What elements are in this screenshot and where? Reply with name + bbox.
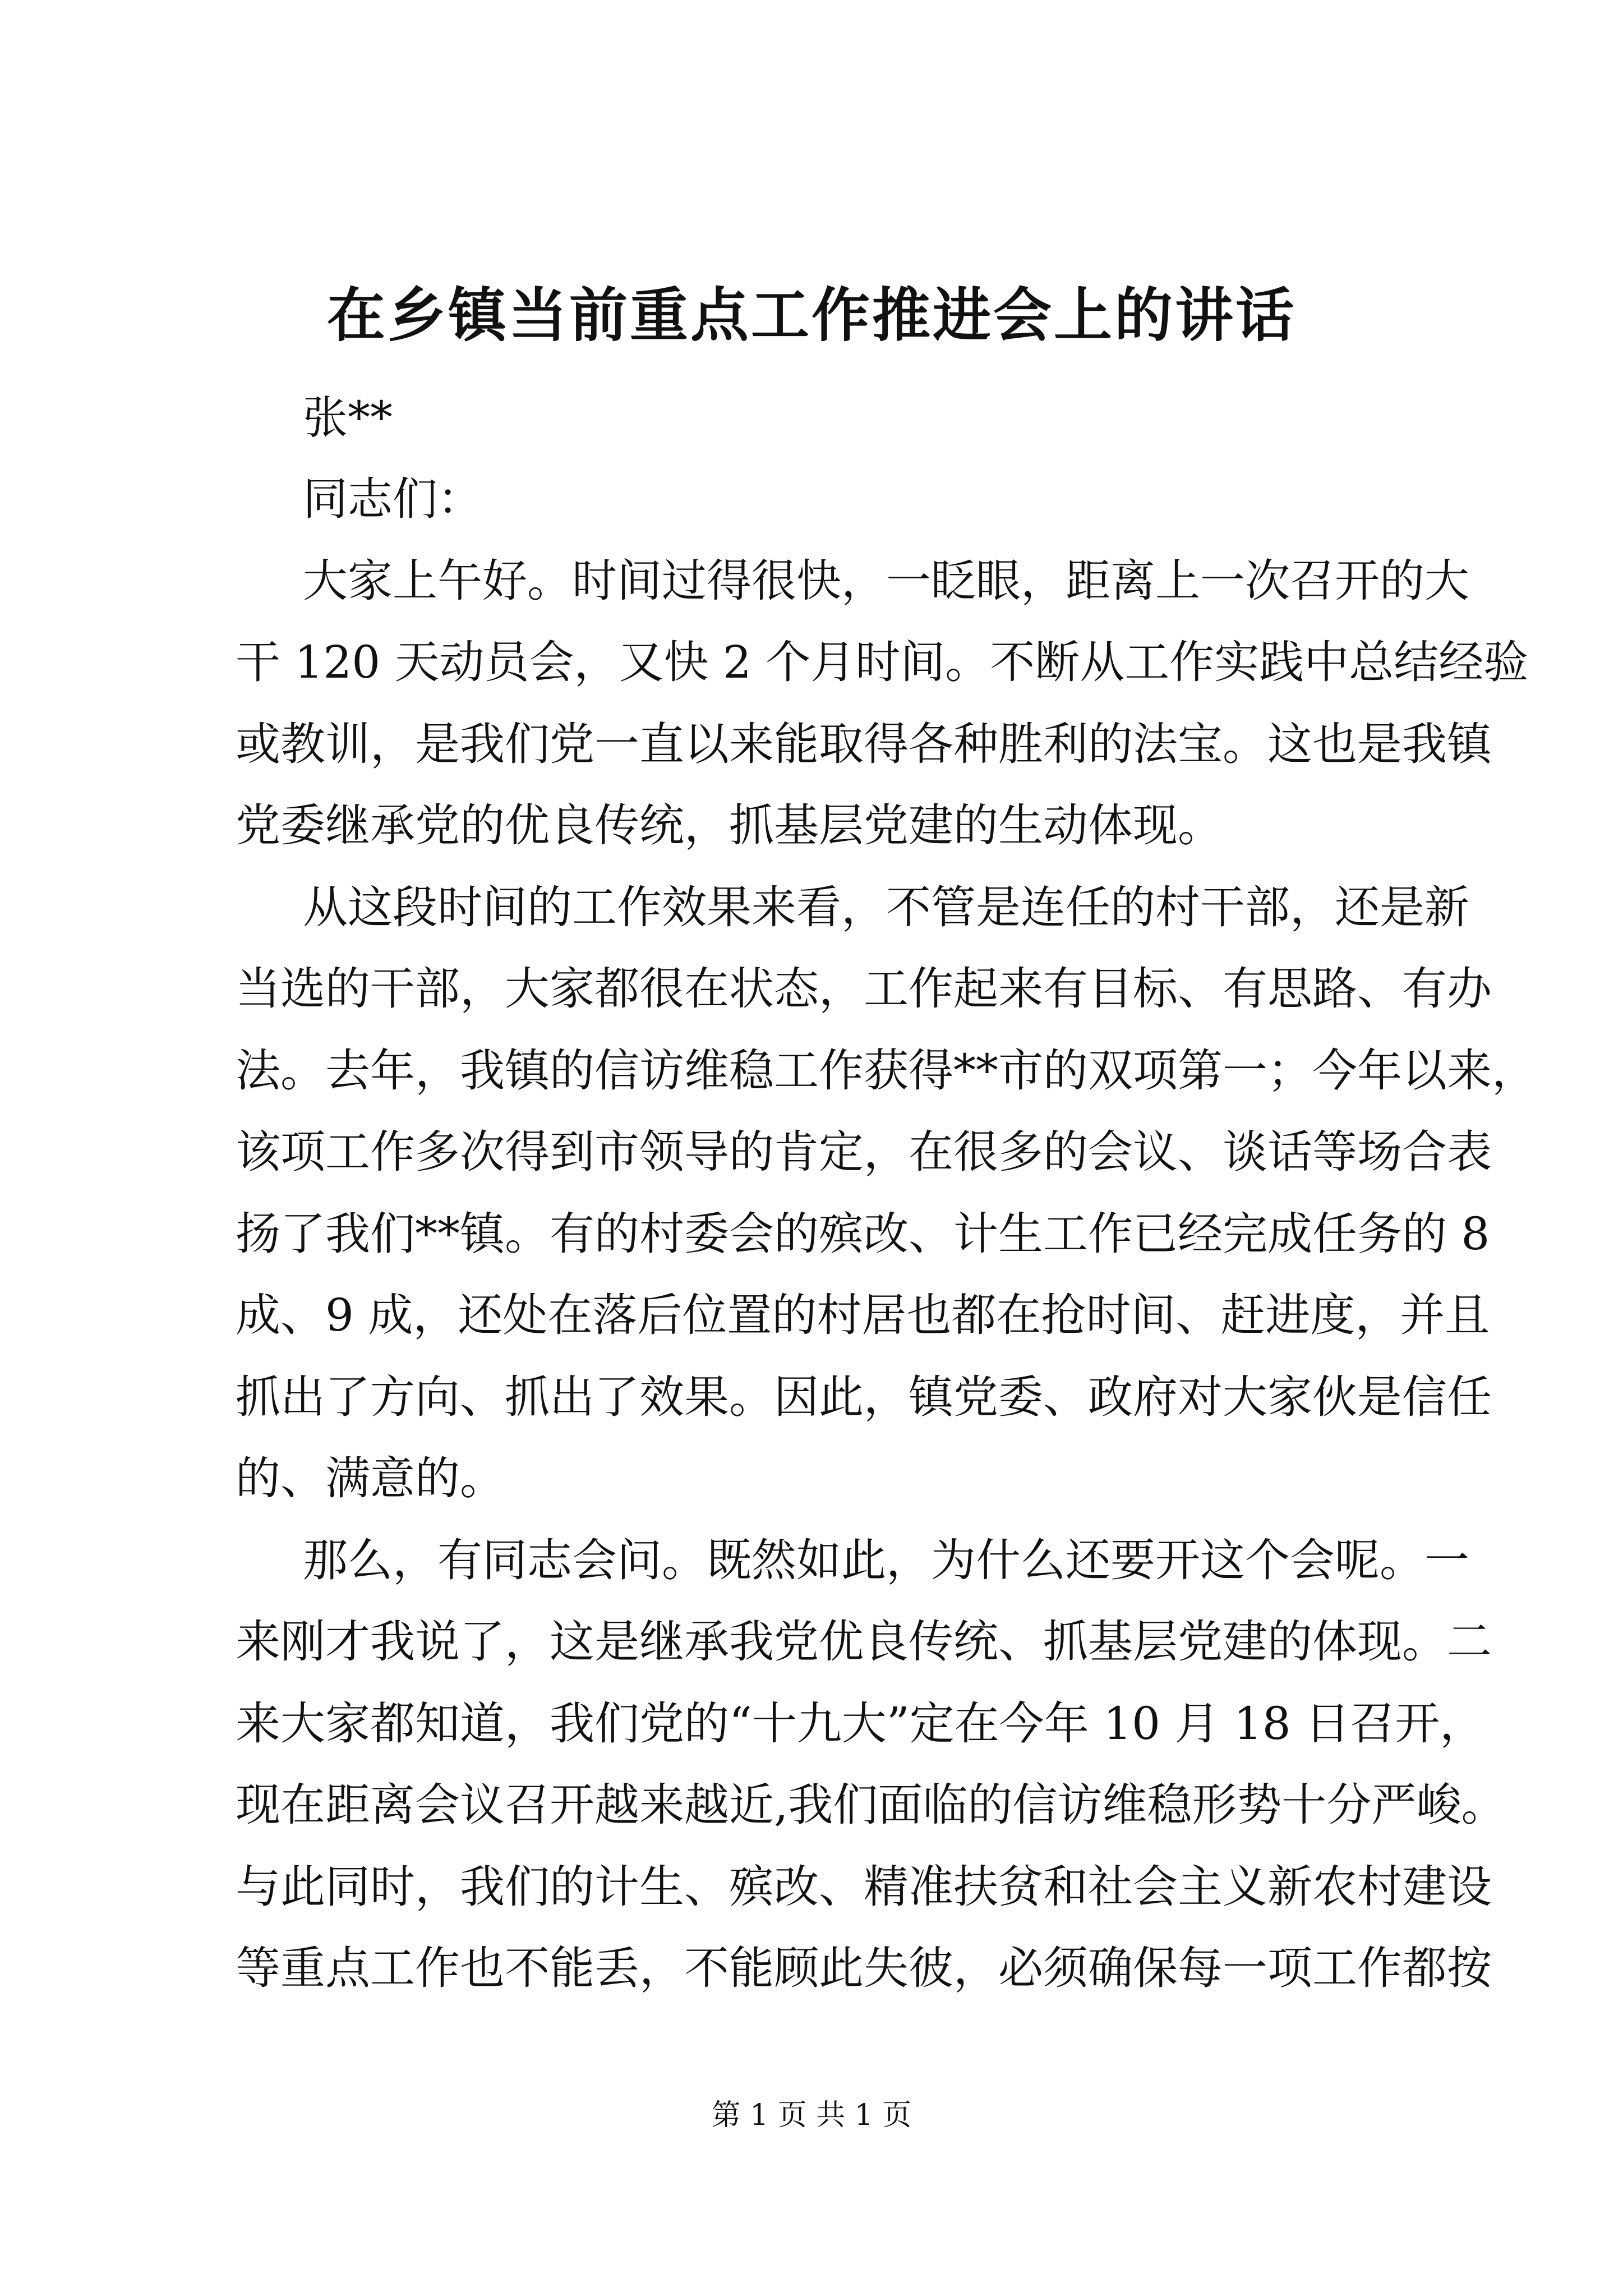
body-line: 成、9 成，还处在落后位置的村居也都在抢时间、赶进度，并且: [236, 1289, 1490, 1341]
body-line: 大家上午好。时间过得很快，一眨眼，距离上一次召开的大: [303, 555, 1469, 607]
body-line: 来大家都知道，我们党的“十九大”定在今年 10 月 18 日召开，: [236, 1697, 1485, 1750]
body-line: 现在距离会议召开越来越近,我们面临的信访维稳形势十分严峻。: [236, 1779, 1506, 1831]
body-line: 从这段时间的工作效果来看，不管是连任的村干部，还是新: [303, 881, 1469, 933]
body-line: 或教训，是我们党一直以来能取得各种胜利的法宝。这也是我镇: [236, 718, 1492, 770]
body-line: 当选的干部，大家都很在状态，工作起来有目标、有思路、有办: [236, 963, 1492, 1015]
body-line: 党委继承党的优良传统，抓基层党建的生动体现。: [236, 799, 1223, 852]
body-line: 等重点工作也不能丢，不能顾此失彼，必须确保每一项工作都按: [236, 1942, 1492, 1994]
salutation-line: 同志们：: [303, 473, 482, 525]
body-line: 来刚才我说了，这是继承我党优良传统、抓基层党建的体现。二: [236, 1616, 1492, 1668]
body-line: 抓出了方向、抓出了效果。因此，镇党委、政府对大家伙是信任: [236, 1371, 1492, 1423]
author-line: 张**: [303, 392, 393, 444]
body-line: 那么，有同志会问。既然如此，为什么还要开这个会呢。一: [303, 1534, 1469, 1586]
body-line: 与此同时，我们的计生、殡改、精准扶贫和社会主义新农村建设: [236, 1861, 1492, 1913]
body-line: 该项工作多次得到市领导的肯定，在很多的会议、谈话等场合表: [236, 1126, 1492, 1178]
page-footer: 第 1 页 共 1 页: [711, 2099, 912, 2132]
body-line: 扬了我们**镇。有的村委会的殡改、计生工作已经完成任务的 8: [236, 1208, 1490, 1260]
document-title: 在乡镇当前重点工作推进会上的讲话: [326, 280, 1296, 349]
body-line: 法。去年，我镇的信访维稳工作获得**市的双项第一；今年以来，: [236, 1045, 1537, 1097]
body-line: 干 120 天动员会，又快 2 个月时间。不断从工作实践中总结经验: [236, 636, 1529, 688]
body-line: 的、满意的。: [236, 1452, 505, 1504]
